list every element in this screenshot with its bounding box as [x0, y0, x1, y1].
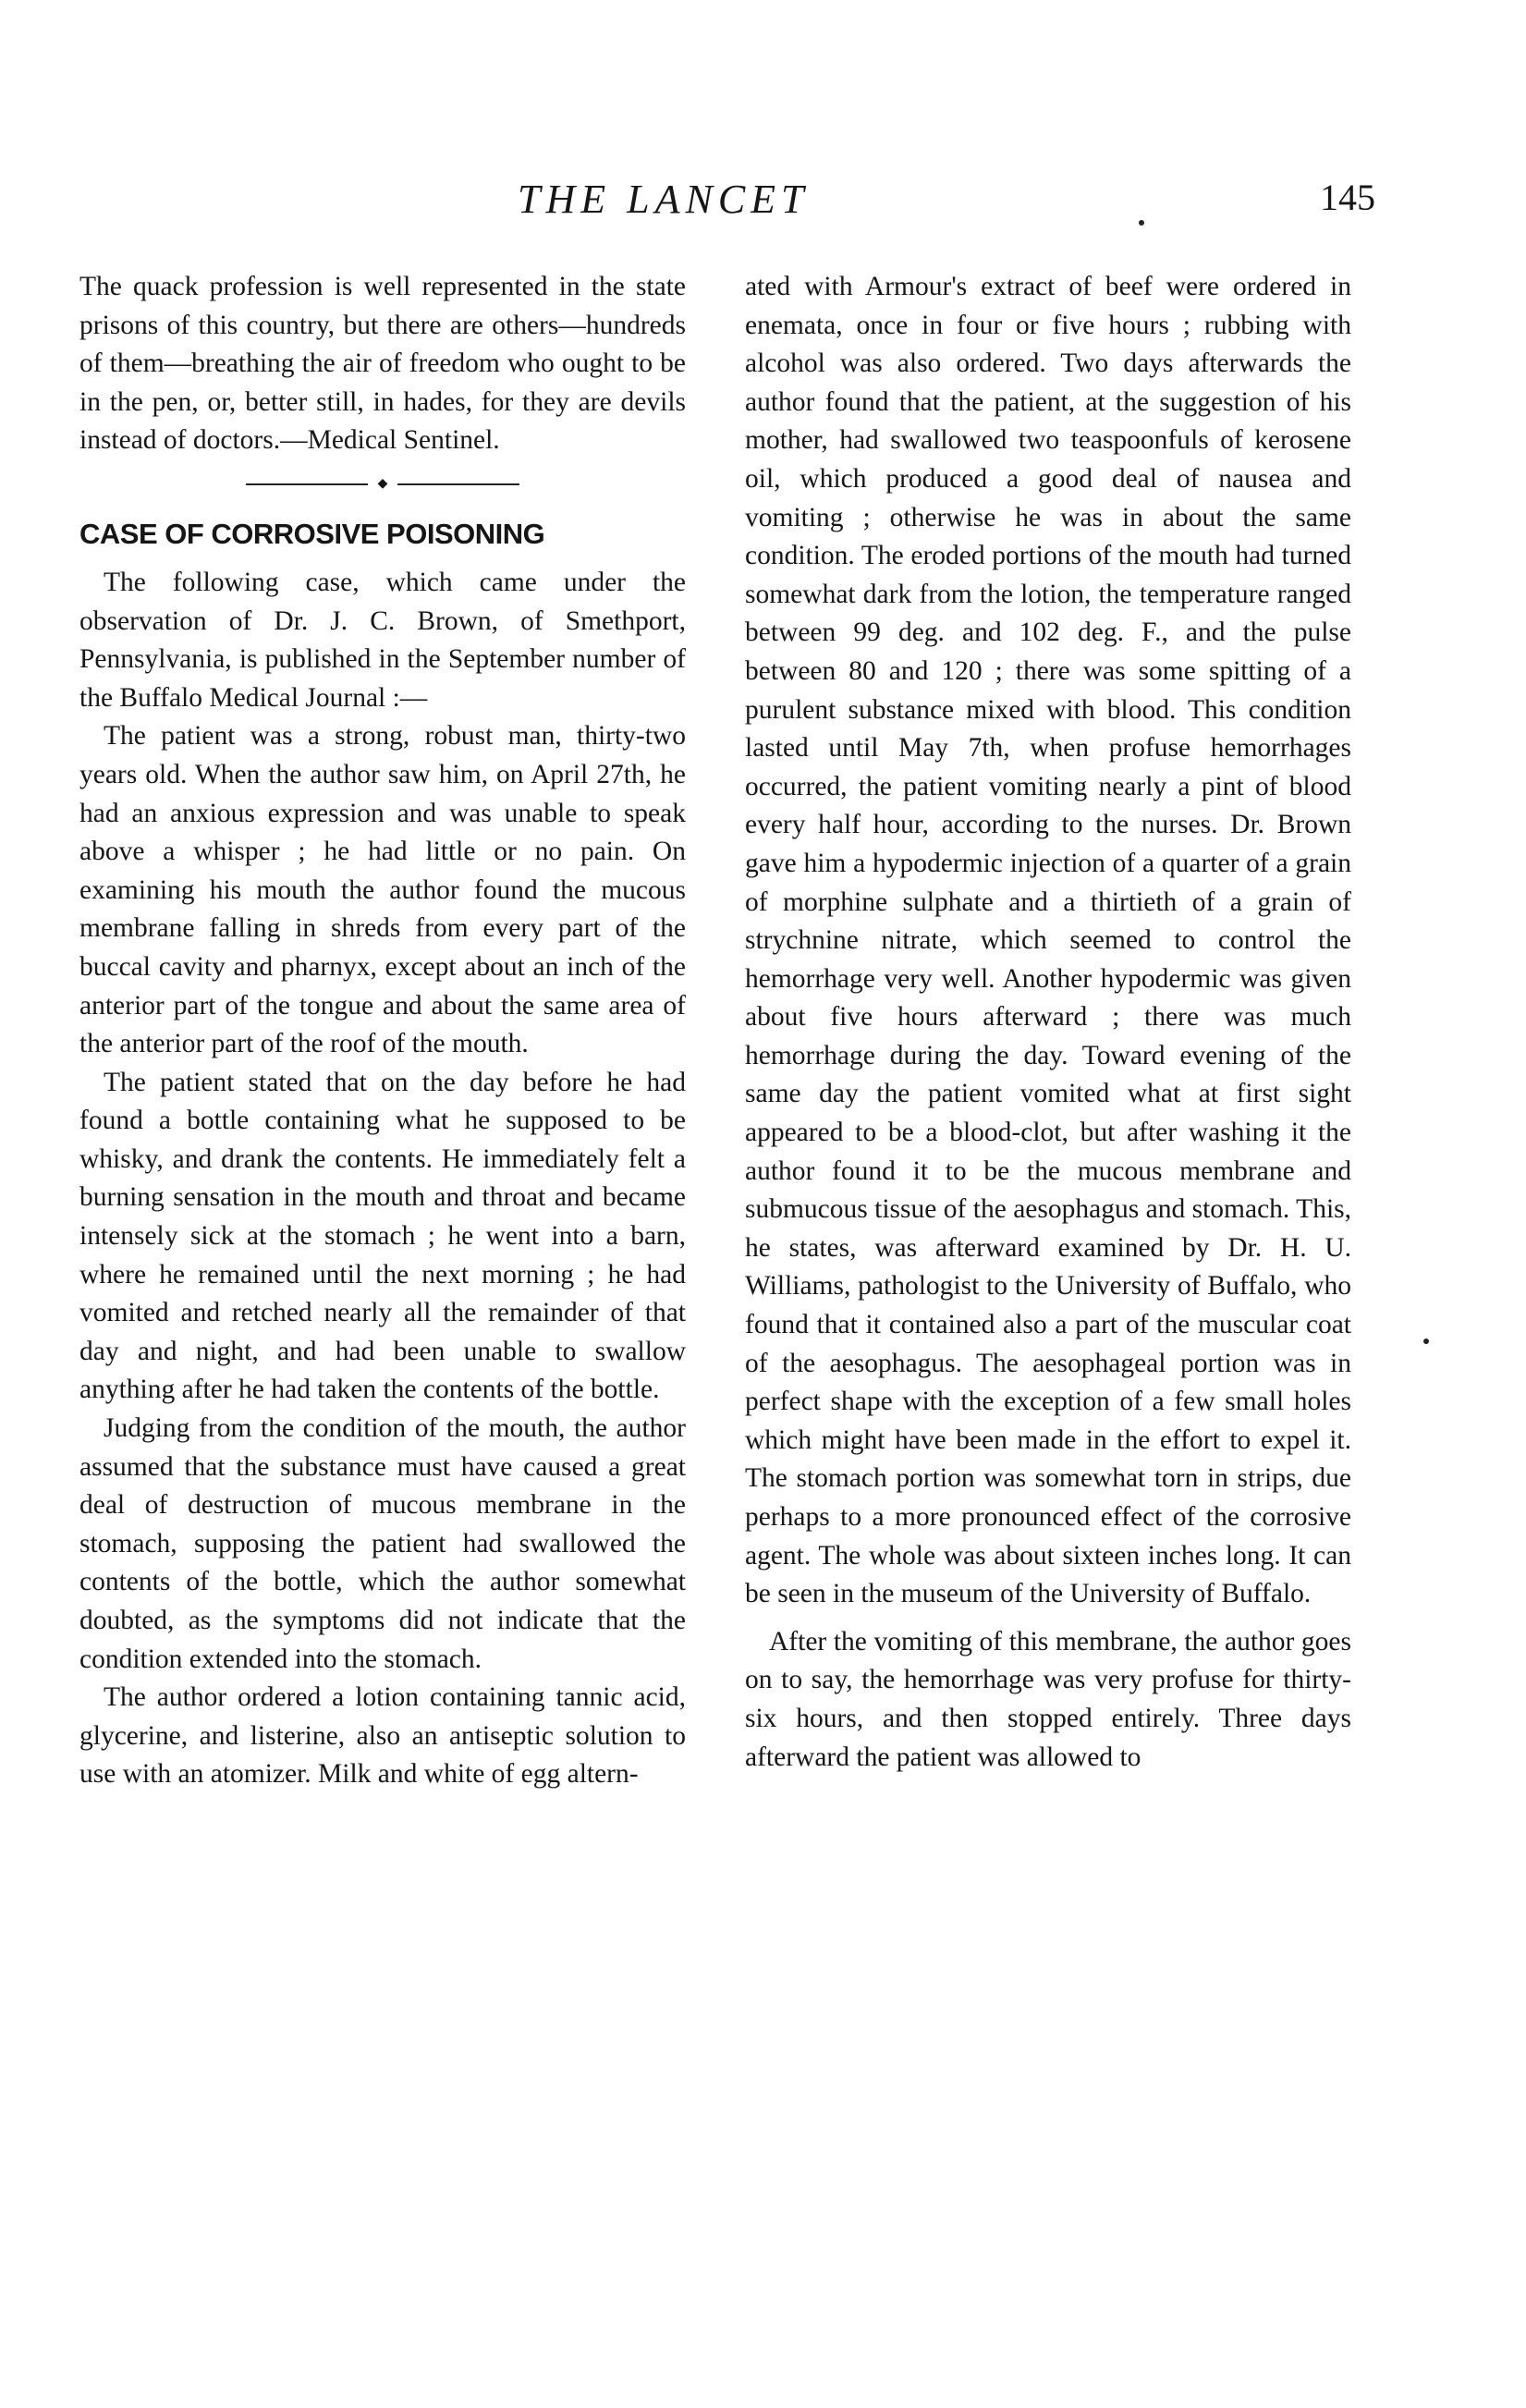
running-title: THE LANCET	[518, 177, 810, 222]
margin-speck	[1423, 1338, 1429, 1344]
patient-paragraph: The patient was a strong, robust man, thirty-two years old. When the author saw him, on April 27th, he had an anxious expression and was unable to speak above a whisper ; he had little or no pain. On examining his mouth the author found the mucous membrane falling in shreds from every part of the buccal cavity and pharnyx, except about an inch of the anterior part of the tongue and about the same area of the anterior part of the roof of the mouth.	[79, 721, 686, 1059]
running-header	[0, 176, 1526, 231]
quack-paragraph: The quack profession is well represented in the state prisons of this country, but there are others—hundreds of them—breathing the air of freedom who ought to be in the pen, or, better still, in hades, for they are devils instead of doctors.—Medical Sentinel.	[79, 272, 686, 456]
continuation-paragraph: ated with Armour's extract of beef were ordered in enemata, once in four or five hours ; rubbing with alcohol was also ordered. Two days afterwards the author found that the patient, at the suggestion of his mother, had swallowed two teaspoonfuls of kerosene oil, which produced a good deal of nausea and vomiting ; otherwise he was in about the same condition. The eroded portions of the mouth had turned somewhat dark from the lotion, the temperature ranged between 99 deg. and 102 deg. F., and the pulse between 80 and 120 ; there was some spitting of a purulent substance mixed with blood. This condition lasted until May 7th, when profuse hemorrhages occurred, the patient vomiting nearly a pint of blood every half hour, according to the nurses. Dr. Brown gave him a hypodermic injection of a quarter of a grain of morphine sulphate and a thirtieth of a grain of strychnine nitrate, which seemed to control the hemorrhage very well. Another hypodermic was given about five hours afterward ; there was much hemorrhage during the day. Toward evening of the same day the patient vomited what at first sight appeared to be a blood-clot, but after washing it the author found it to be the mucous membrane and submucous tissue of the aesophagus and stomach. This, he states, was afterward examined by Dr. H. U. Williams, pathologist to the University of Buffalo, who found that it contained also a part of the muscular coat of the aesophagus. The aesophageal portion was in perfect shape with the exception of a few small holes which might have been made in the effort to expel it. The stomach portion was somewhat torn in strips, due perhaps to a more pronounced effect of the corrosive agent. The whole was about sixteen inches long. It can be seen in the museum of the University of Buffalo.	[745, 272, 1351, 1609]
article-heading: CASE OF CORROSIVE POISONING	[79, 517, 545, 550]
left-column	[79, 268, 686, 1794]
page-number: 145	[1320, 177, 1375, 218]
treatment-paragraph: The author ordered a lotion containing tannic acid, glycerine, and listerine, also an antiseptic solution to use with an atomizer. Milk and white of egg altern-	[79, 1682, 686, 1790]
after-vomiting-paragraph: After the vomiting of this membrane, the author goes on to say, the hemorrhage was very profuse for thirty-six hours, and then stopped entirely. Three days afterward the patient was allowed to	[745, 1626, 1351, 1772]
judging-paragraph: Judging from the condition of the mouth, the author assumed that the substance must have caused a great deal of destruction of mucous membrane in the stomach, supposing the patient had swallowed the contents of the bottle, which the author somewhat doubted, as the symptoms did not indicate that the condition extended into the stomach.	[79, 1413, 686, 1674]
right-column	[745, 268, 1351, 1777]
print-speck	[1139, 220, 1144, 226]
divider-ornament-icon: ◆	[368, 478, 397, 491]
history-paragraph: The patient stated that on the day before he had found a bottle containing what he supposed to be whisky, and drank the contents. He immediately felt a burning sensation in the mouth and throat and became intensely sick at the stomach ; he went into a barn, where he remained until the next morning ; he had vomited and retched nearly all the remainder of that day and night, and had been unable to swallow anything after he had taken the contents of the bottle.	[79, 1067, 686, 1405]
intro-paragraph: The following case, which came under the observation of Dr. J. C. Brown, of Smethport, Pennsylvania, is published in the September number of the Buffalo Medical Journal :—	[79, 567, 686, 713]
section-divider	[79, 466, 686, 503]
